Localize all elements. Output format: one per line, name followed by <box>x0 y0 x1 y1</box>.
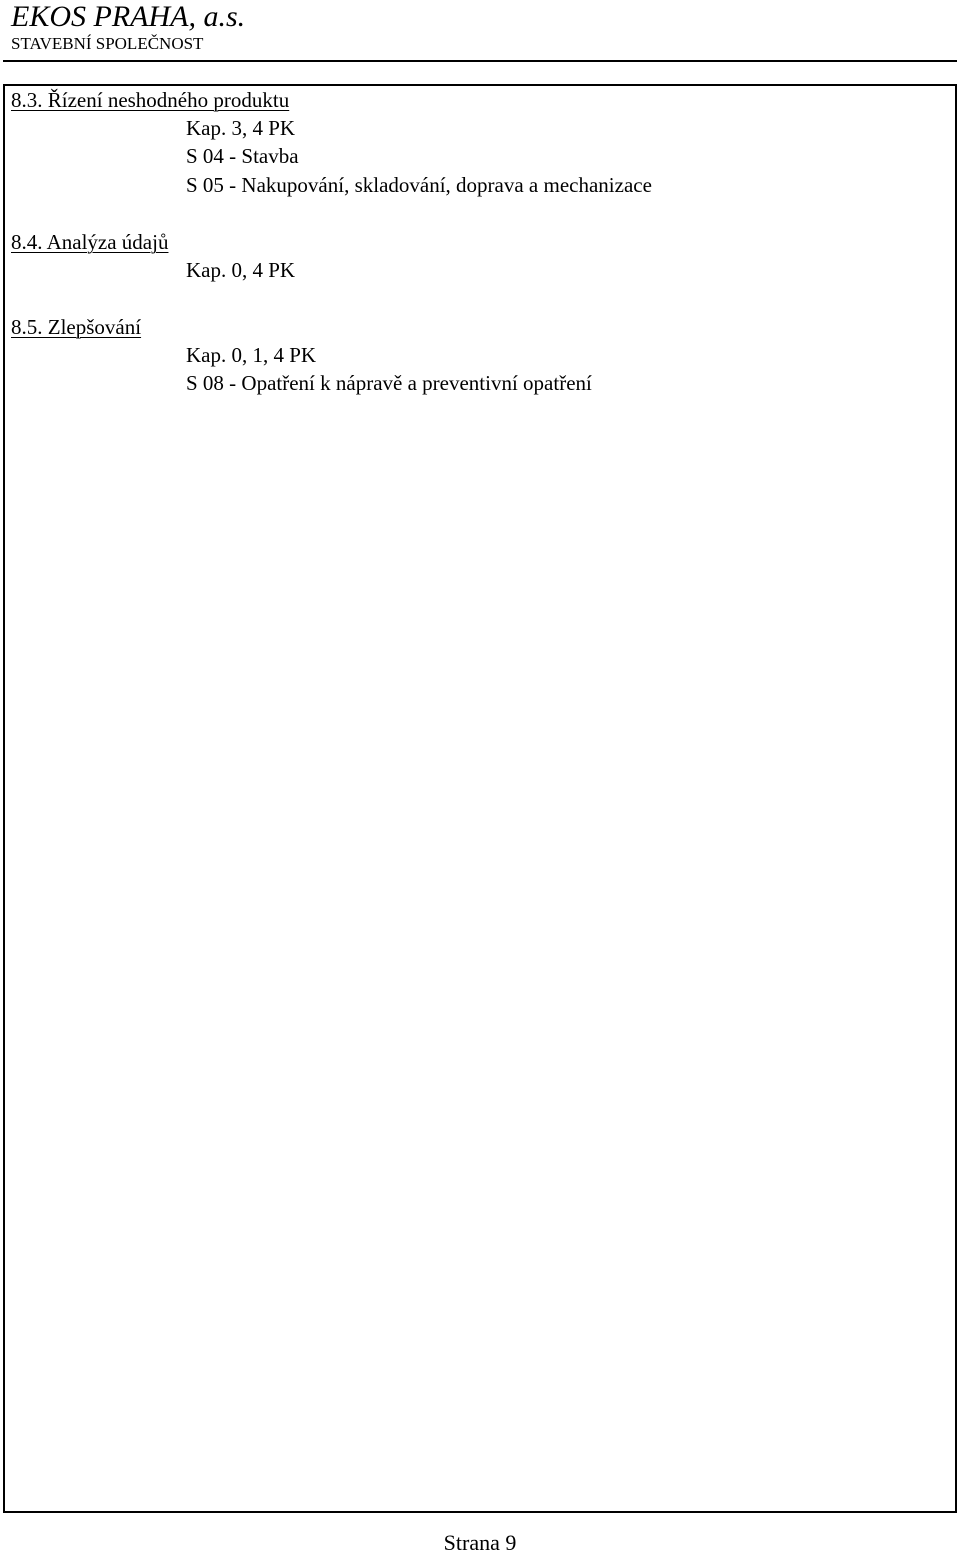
content-box <box>3 84 957 1513</box>
company-subtitle: STAVEBNÍ SPOLEČNOST <box>11 34 204 53</box>
section-8-5-heading: 8.5. Zlepšování <box>11 315 142 339</box>
section-8-3-line: S 04 - Stavba <box>186 144 299 168</box>
header-rule <box>3 60 957 62</box>
company-name: EKOS PRAHA, a.s. <box>11 0 246 33</box>
page-number: Strana 9 <box>443 1530 517 1555</box>
section-8-5-line: Kap. 0, 1, 4 PK <box>186 343 317 367</box>
section-8-3-heading: 8.3. Řízení neshodného produktu <box>11 88 290 112</box>
section-8-3-line: Kap. 3, 4 PK <box>186 116 296 140</box>
section-8-4-heading: 8.4. Analýza údajů <box>11 230 169 254</box>
section-8-4-line: Kap. 0, 4 PK <box>186 258 296 282</box>
section-8-5-line: S 08 - Opatření k nápravě a preventivní opatření <box>186 371 592 395</box>
section-8-3-line: S 05 - Nakupování, skladování, doprava a mechanizace <box>186 173 652 197</box>
